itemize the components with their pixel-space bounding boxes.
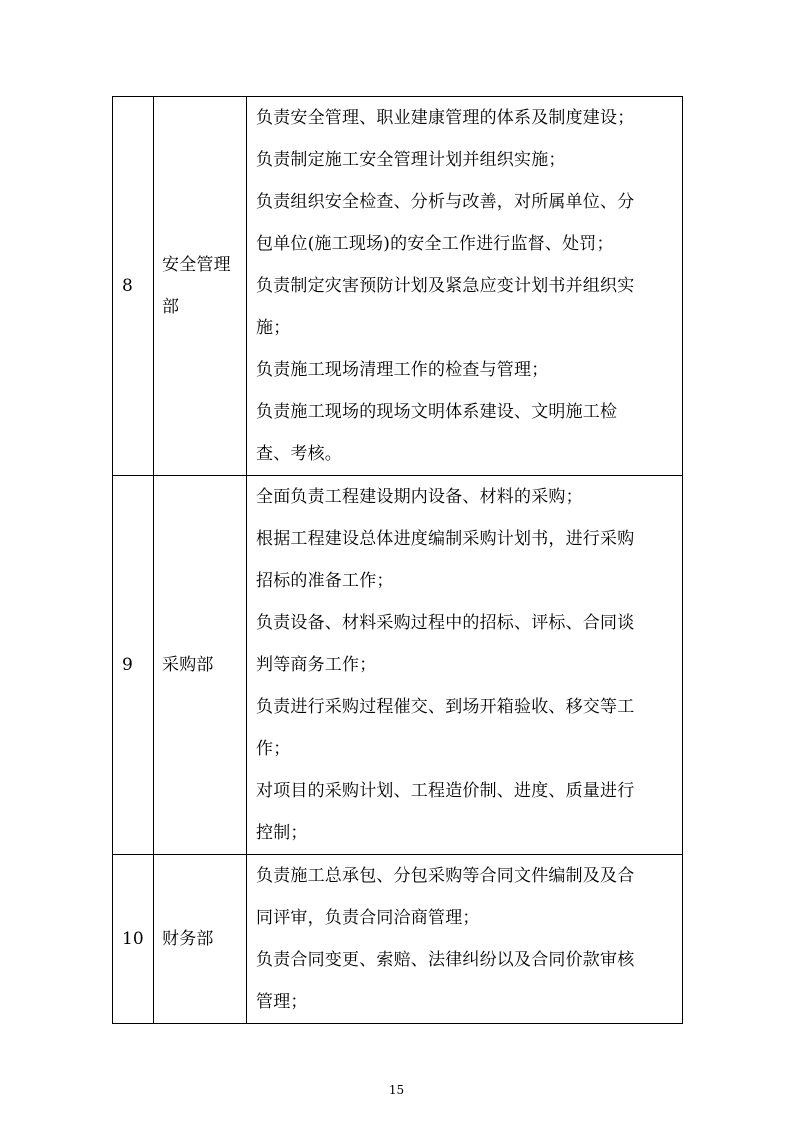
department-cell bbox=[154, 476, 247, 855]
duty-line: 查、考核。 bbox=[256, 444, 342, 464]
duty-line: 负责进行采购过程催交、到场开箱验收、移交等工 bbox=[256, 697, 635, 717]
duty-line: 判等商务工作； bbox=[256, 655, 377, 675]
duty-line: 负责施工现场的现场文明体系建设、文明施工检 bbox=[256, 402, 618, 422]
duty-line: 招标的准备工作； bbox=[256, 571, 394, 591]
page-number: 15 bbox=[388, 1083, 405, 1097]
duty-line: 对项目的采购计划、工程造价制、进度、质量进行 bbox=[256, 781, 635, 801]
department-name-line: 财务部 bbox=[162, 929, 214, 949]
department-name-line: 采购部 bbox=[162, 655, 214, 675]
department-cell bbox=[154, 97, 247, 476]
department-name-line: 部 bbox=[162, 297, 180, 317]
duty-line: 同评审，负责合同洽商管理； bbox=[256, 908, 480, 928]
duty-line: 负责安全管理、职业建康管理的体系及制度建设； bbox=[256, 108, 635, 128]
duties-cell bbox=[247, 855, 683, 1024]
duty-line: 负责设备、材料采购过程中的招标、评标、合同谈 bbox=[256, 613, 635, 633]
row-number-cell bbox=[113, 476, 154, 855]
row-number: 9 bbox=[122, 655, 133, 675]
duty-line: 负责制定施工安全管理计划并组织实施； bbox=[256, 150, 566, 170]
row-number: 10 bbox=[122, 929, 144, 949]
duty-line: 包单位(施工现场)的安全工作进行监督、处罚； bbox=[256, 234, 614, 254]
duties-cell bbox=[247, 97, 683, 476]
duty-line: 根据工程建设总体进度编制采购计划书，进行采购 bbox=[256, 529, 635, 549]
duty-line: 负责合同变更、索赔、法律纠纷以及合同价款审核 bbox=[256, 950, 635, 970]
row-number-cell bbox=[113, 855, 154, 1024]
row-number: 8 bbox=[122, 276, 133, 296]
row-number-cell bbox=[113, 97, 154, 476]
duty-line: 负责制定灾害预防计划及紧急应变计划书并组织实 bbox=[256, 276, 635, 296]
duty-line: 作； bbox=[256, 739, 291, 759]
department-duties-table bbox=[112, 96, 683, 1024]
duty-line: 负责组织安全检查、分析与改善，对所属单位、分 bbox=[256, 192, 635, 212]
duties-cell bbox=[247, 476, 683, 855]
table-row bbox=[113, 97, 683, 476]
duty-line: 管理； bbox=[256, 992, 308, 1012]
table-row bbox=[113, 476, 683, 855]
duty-line: 负责施工现场清理工作的检查与管理； bbox=[256, 360, 549, 380]
duty-line: 施； bbox=[256, 318, 291, 338]
table-row bbox=[113, 855, 683, 1024]
duty-line: 控制； bbox=[256, 823, 308, 843]
department-cell bbox=[154, 855, 247, 1024]
department-name-line: 安全管理 bbox=[162, 255, 231, 275]
duty-line: 全面负责工程建设期内设备、材料的采购； bbox=[256, 487, 583, 507]
duty-line: 负责施工总承包、分包采购等合同文件编制及及合 bbox=[256, 866, 635, 886]
